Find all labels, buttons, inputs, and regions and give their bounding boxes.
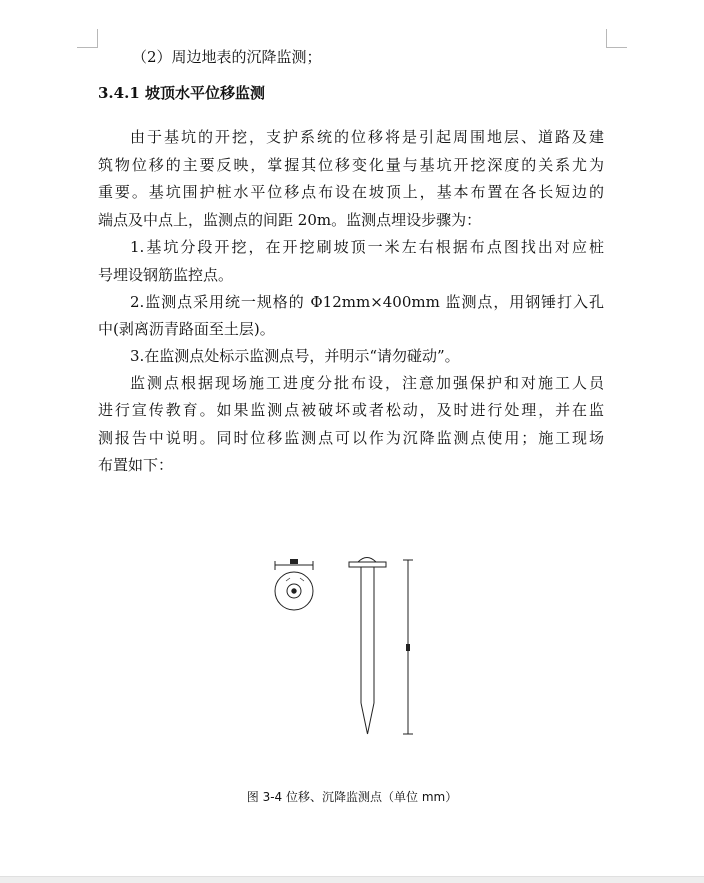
paragraph2-line: 进行宣传教育。如果监测点被破坏或者松动，及时进行处理，并在监 (98, 401, 604, 419)
monitoring-point-drawing (260, 548, 430, 738)
paragraph1-line: 重要。基坑围护桩水平位移点布设在坡顶上，基本布置在各长短边的 (98, 183, 604, 201)
margin-corner-top-left (77, 29, 98, 48)
side-view-nail (349, 558, 386, 735)
section-heading: 3.4.1 坡顶水平位移监测 (98, 84, 265, 102)
paragraph1-line: 筑物位移的主要反映，掌握其位移变化量与基坑开挖深度的关系尤为 (98, 156, 604, 174)
plan-view-top-circle (275, 559, 313, 610)
paragraph2-line: 测报告中说明。同时位移监测点可以作为沉降监测点使用；施工现场 (98, 429, 604, 447)
paragraph2-line: 监测点根据现场施工进度分批布设，注意加强保护和对施工人员 (130, 374, 604, 392)
margin-corner-top-right (606, 29, 627, 48)
length-dimension-line (403, 560, 413, 734)
step3-line: 3.在监测点处标示监测点号，并明示“请勿碰动”。 (130, 347, 460, 365)
step2-line: 2.监测点采用统一规格的 Φ12mm×400mm 监测点，用钢锤打入孔 (130, 293, 604, 311)
figure-caption: 图 3-4 位移、沉降监测点（单位 mm） (246, 790, 458, 804)
paragraph1-line: 端点及中点上，监测点的间距 20m。监测点埋设步骤为： (98, 211, 482, 229)
list-item-surface-settlement: （2）周边地表的沉降监测； (132, 48, 322, 66)
paragraph2-line: 布置如下： (98, 456, 174, 474)
step1-line: 1.基坑分段开挖，在开挖刷坡顶一米左右根据布点图找出对应桩 (130, 238, 604, 256)
step2-line: 中(剥离沥青路面至土层)。 (98, 320, 275, 338)
paragraph1-line: 由于基坑的开挖，支护系统的位移将是引起周围地层、道路及建 (130, 128, 604, 146)
step1-line: 号埋设钢筋监控点。 (98, 266, 234, 284)
